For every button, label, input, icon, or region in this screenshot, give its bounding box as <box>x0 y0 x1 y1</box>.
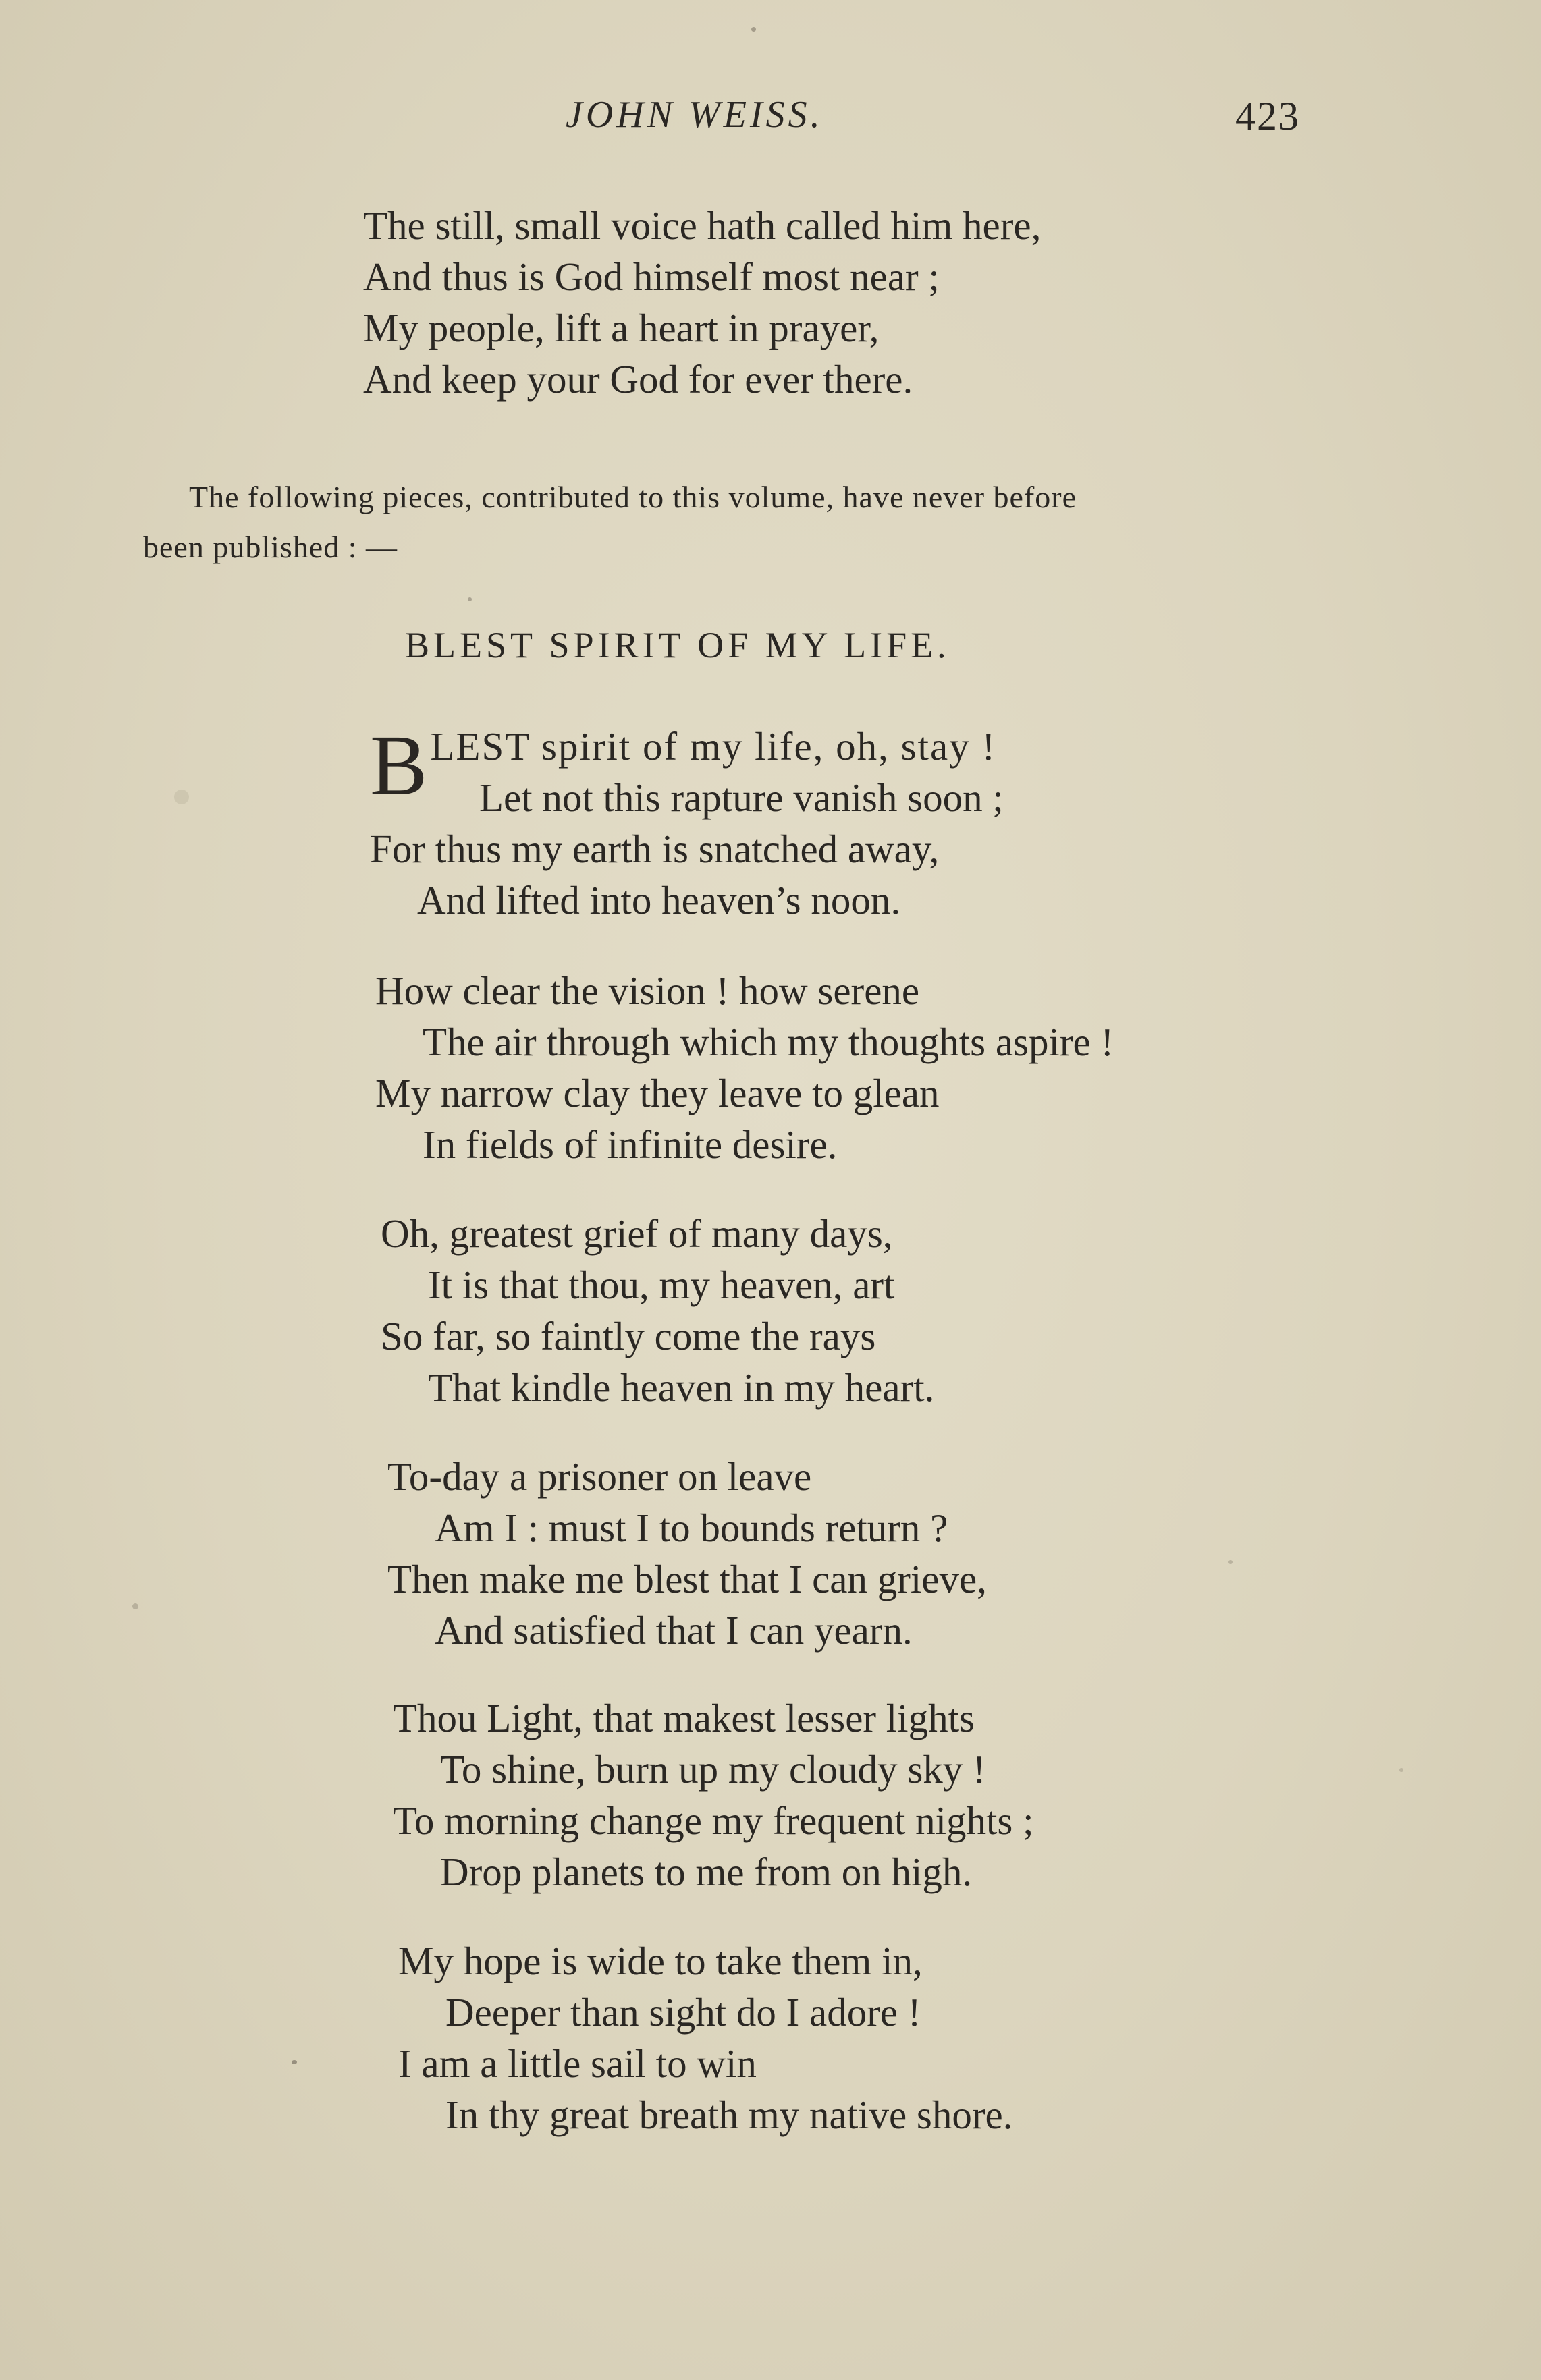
paper-speck <box>292 2060 297 2064</box>
verse-line: Deeper than sight do I adore ! <box>445 1990 921 2035</box>
running-head <box>0 93 1541 147</box>
paper-speck <box>174 790 189 804</box>
verse-line: Then make me blest that I can grieve, <box>387 1557 987 1601</box>
paper-speck <box>1228 1560 1233 1564</box>
paper-speck <box>132 1603 138 1609</box>
verse-line: And lifted into heaven’s noon. <box>417 878 901 922</box>
note-line: The following pieces, contributed to this volume, have never before <box>189 480 1077 514</box>
poem-stanza-5 <box>393 1692 1034 1898</box>
first-line <box>370 717 1004 823</box>
verse-line: For thus my earth is snatched away, <box>370 827 940 871</box>
verse-line: Oh, greatest grief of many days, <box>381 1211 893 1256</box>
verse-line: And keep your God for ever there. <box>363 357 913 402</box>
verse-line: How clear the vision ! how serene <box>375 968 920 1013</box>
verse-line: To shine, burn up my cloudy sky ! <box>440 1747 986 1792</box>
verse-line: My people, lift a heart in prayer, <box>363 306 880 350</box>
verse-line: LEST spirit of my life, oh, stay ! <box>430 724 997 769</box>
verse-line: Thou Light, that makest lesser lights <box>393 1696 975 1740</box>
poem-stanza-1 <box>370 717 1004 926</box>
verse-line: Let not this rapture vanish soon ; <box>479 775 1004 820</box>
paper-speck <box>751 27 756 32</box>
verse-line: And satisfied that I can yearn. <box>435 1608 913 1653</box>
editorial-note <box>143 472 1318 572</box>
paper-speck <box>1399 1768 1403 1772</box>
verse-line: And thus is God himself most near ; <box>363 254 940 299</box>
verse-line: Am I : must I to bounds return ? <box>435 1505 948 1550</box>
drop-cap: B <box>370 717 428 813</box>
poem-stanza-4 <box>387 1451 987 1656</box>
page-number: 423 <box>1235 94 1300 138</box>
verse-line: Drop planets to me from on high. <box>440 1850 973 1894</box>
verse-line: The still, small voice hath called him here, <box>363 203 1042 248</box>
running-title: JOHN WEISS. <box>566 94 823 136</box>
opening-stanza <box>363 200 1041 405</box>
verse-line: My narrow clay they leave to glean <box>375 1071 940 1115</box>
verse-line: To morning change my frequent nights ; <box>393 1798 1034 1843</box>
poem-stanza-3 <box>381 1208 934 1413</box>
poem-title: BLEST SPIRIT OF MY LIFE. <box>405 625 950 665</box>
verse-line: That kindle heaven in my heart. <box>428 1365 935 1410</box>
note-line: been published : — <box>143 530 398 564</box>
verse-line: I am a little sail to win <box>398 2041 757 2086</box>
paper-speck <box>468 597 472 601</box>
verse-line: It is that thou, my heaven, art <box>428 1263 895 1307</box>
verse-line: To-day a prisoner on leave <box>387 1454 812 1499</box>
poem-stanza-6 <box>398 1935 1012 2140</box>
verse-line: So far, so faintly come the rays <box>381 1314 876 1358</box>
verse-line: The air through which my thoughts aspire ! <box>423 1020 1114 1064</box>
verse-line: In thy great breath my native shore. <box>445 2093 1013 2137</box>
verse-line: In fields of infinite desire. <box>423 1122 838 1167</box>
poem-stanza-2 <box>375 965 1114 1170</box>
verse-line: My hope is wide to take them in, <box>398 1939 923 1983</box>
